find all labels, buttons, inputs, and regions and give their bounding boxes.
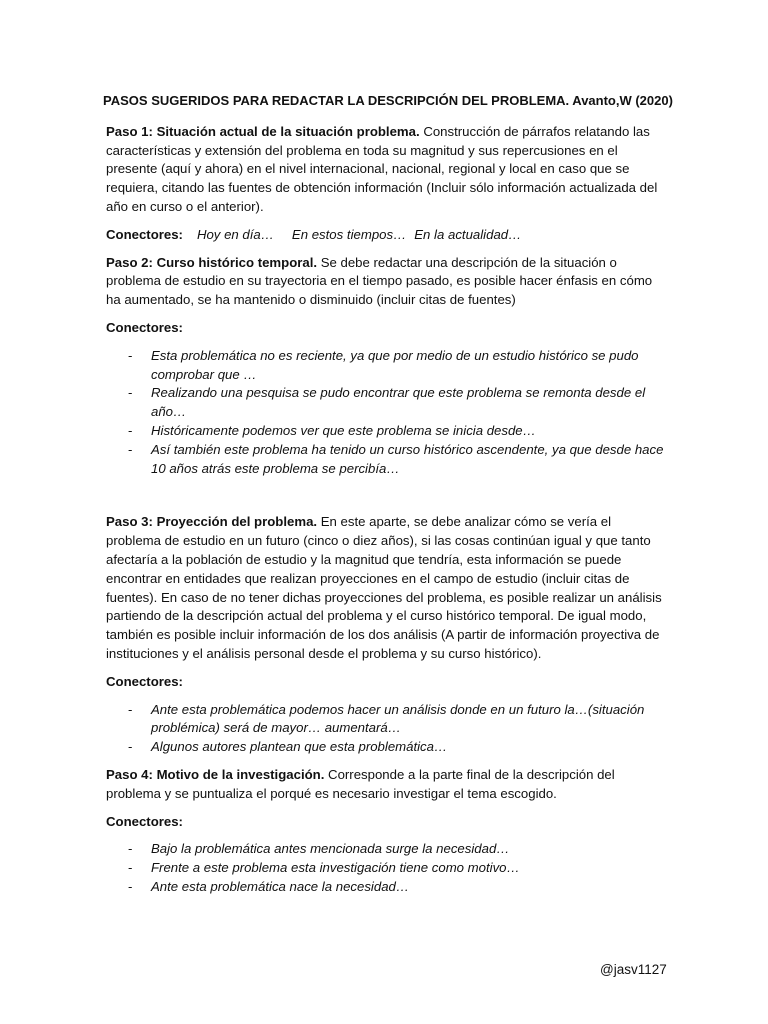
step-3-title: Paso 3: Proyección del problema.	[106, 514, 318, 530]
document-title: PASOS SUGERIDOS PARA REDACTAR LA DESCRIPCIÓN DEL PROBLEMA. Avanto,W (2020)	[103, 93, 673, 108]
step-4-paragraph	[106, 766, 666, 804]
list-item: - Ante esta problemática podemos hacer un análisis donde en un futuro la…(situación problémica) será de mayor… aumentará…	[128, 701, 645, 736]
step-3-paragraph	[106, 513, 666, 663]
list-item: - Bajo la problemática antes mencionada surge la necesidad…	[128, 841, 510, 857]
step-1-paragraph	[106, 123, 666, 217]
connectors-2-list	[106, 347, 666, 479]
step-1-title: Paso 1: Situación actual de la situación problema.	[106, 123, 420, 139]
connectors-3-label: Conectores:	[106, 673, 183, 689]
section-spacer	[106, 487, 666, 513]
list-item: - Históricamente podemos ver que este problema se inicia desde…	[128, 422, 536, 438]
step-2-paragraph	[106, 254, 666, 310]
connectors-1-label: Conectores:	[106, 226, 183, 242]
author-handle: @jasv1127	[600, 962, 667, 977]
connectors-3-list	[106, 701, 666, 757]
list-item: - Realizando una pesquisa se pudo encontrar que este problema se remonta desde el año…	[128, 385, 646, 420]
step-1-text: Construcción de párrafos relatando las características y extensión del problema en toda su magnitud y sus repercusiones en el presente (aquí y ahora) en el nivel internacional, nacional, regional y local en caso que se requiera, citando las fuentes de obtención información (Incluir sólo información actualizada del año en curso o el anterior).	[106, 123, 658, 214]
list-item: - Ante esta problemática nace la necesidad…	[128, 878, 410, 894]
connectors-1-row	[106, 226, 666, 245]
list-item: - Esta problemática no es reciente, ya que por medio de un estudio histórico se pudo comprobar que …	[128, 347, 639, 382]
connectors-4-list	[106, 840, 666, 896]
step-2-title: Paso 2: Curso histórico temporal.	[106, 254, 318, 270]
connectors-4-label: Conectores:	[106, 813, 183, 829]
step-4-text: Corresponde a la parte final de la descripción del problema y se puntualiza el porqué es necesario investigar el tema escogido.	[106, 766, 615, 801]
list-item: - Así también este problema ha tenido un curso histórico ascendente, ya que desde hace 10 años atrás este problema se percibía…	[128, 441, 664, 476]
connector-1-1: Hoy en día…	[196, 226, 274, 242]
step-2-text: Se debe redactar una descripción de la situación o problema de estudio en su trayectoria en el tiempo pasado, es posible hacer énfasis en cómo ha aumentado, se ha mantenido o disminuido (incluir citas de fuentes)	[106, 254, 653, 308]
step-3-text: En este aparte, se debe analizar cómo se vería el problema de estudio en un futuro (cinco o diez años), si las cosas continúan igual y que tanto afectaría a la población de estudio y la magnitud que tendría, esta información se puede encontrar en entidades que realizan proyecciones en el campo de estudio (incluir citas de fuentes). En caso de no tener dichas proyecciones del problema, es posible realizar un análisis partiendo de la descripción actual del problema y el curso histórico temporal. De igual modo, también es posible incluir información de los dos análisis (A partir de información proyectiva de instituciones y el análisis personal desde el problema y su curso histórico).	[106, 514, 662, 661]
connectors-2-label: Conectores:	[106, 319, 183, 335]
step-4-title: Paso 4: Motivo de la investigación.	[106, 766, 325, 782]
connector-1-3: En la actualidad…	[414, 226, 522, 242]
document-content	[103, 92, 673, 906]
connector-1-2: En estos tiempos…	[291, 226, 407, 242]
list-item: - Algunos autores plantean que esta problemática…	[128, 739, 448, 755]
list-item: - Frente a este problema esta investigación tiene como motivo…	[128, 860, 520, 876]
